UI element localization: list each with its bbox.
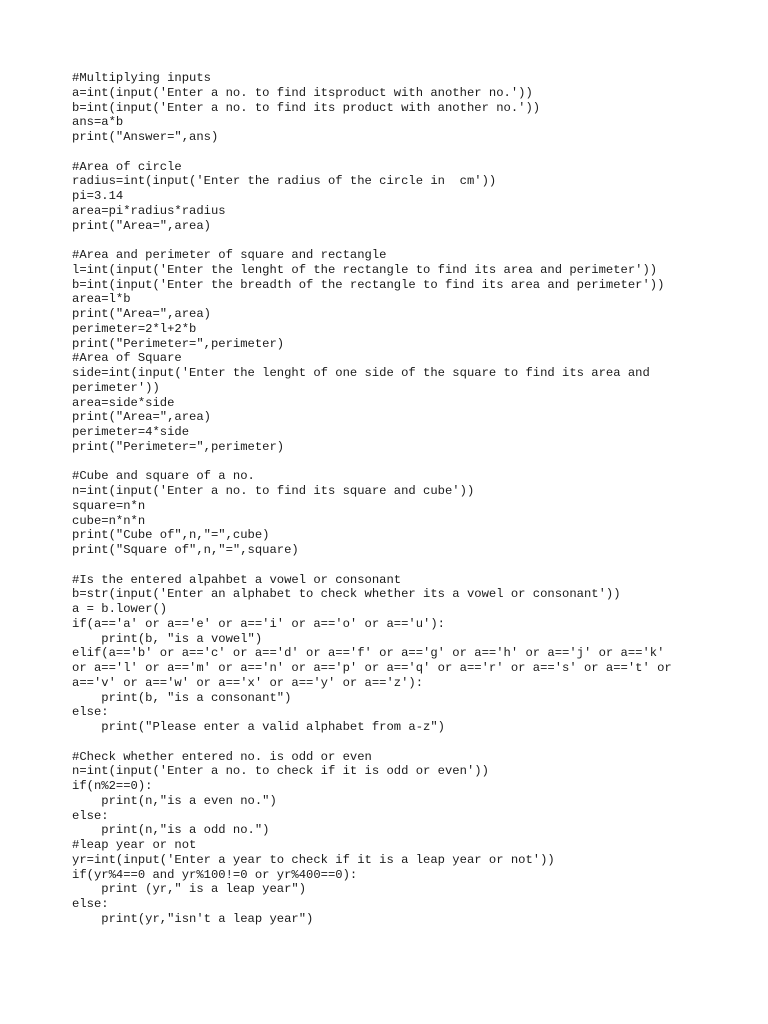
code-line: print("Perimeter=",perimeter) (72, 336, 285, 351)
code-line: square=n*n (72, 498, 146, 513)
code-line: area=l*b (72, 292, 131, 307)
code-line: print(n,"is a even no.") (72, 793, 277, 808)
code-line: if(n%2==0): (72, 779, 153, 793)
code-line: or a=='l' or a=='m' or a=='n' or a=='p' or a=='q' or a=='r' or a=='s' or a=='t' or (72, 661, 672, 675)
blank-line (72, 558, 752, 573)
code-block (72, 71, 752, 927)
code-line: #Cube and square of a no. (72, 469, 255, 484)
code-line: #Is the entered alpahbet a vowel or consonant (72, 572, 402, 587)
code-line: area=side*side (72, 395, 175, 410)
code-line: print("Answer=",ans) (72, 130, 219, 144)
code-line: print("Area=",area) (72, 218, 211, 233)
code-line: else: (72, 705, 109, 720)
code-line: print("Area=",area) (72, 410, 211, 425)
code-line: n=int(input('Enter a no. to find its square and cube')) (72, 484, 475, 498)
code-line: a = b.lower() (72, 602, 168, 616)
code-line: #Multiplying inputs (72, 71, 211, 85)
code-line: print("Square of",n,"=",square) (72, 543, 299, 557)
blank-line (72, 735, 752, 750)
code-line: #Area of Square (72, 351, 182, 366)
blank-line (72, 145, 752, 160)
code-line: a=='v' or a=='w' or a=='x' or a=='y' or a=='z'): (72, 675, 424, 690)
code-line: print(b, "is a consonant") (72, 690, 292, 705)
code-line: elif(a=='b' or a=='c' or a=='d' or a=='f' or a=='g' or a=='h' or a=='j' or a=='k' (72, 646, 665, 661)
code-line: side=int(input('Enter the lenght of one side of the square to find its area and (72, 366, 650, 380)
code-line: b=str(input('Enter an alphabet to check whether its a vowel or consonant')) (72, 587, 621, 602)
code-line: area=pi*radius*radius (72, 203, 226, 218)
blank-line (72, 233, 752, 248)
code-line: print(b, "is a vowel") (72, 631, 263, 646)
code-line: perimeter=2*l+2*b (72, 321, 197, 336)
code-line: l=int(input('Enter the lenght of the rectangle to find its area and perimeter')) (72, 262, 658, 277)
code-line: #Check whether entered no. is odd or even (72, 749, 372, 764)
code-line: if(yr%4==0 and yr%100!=0 or yr%400==0): (72, 867, 358, 882)
code-line: if(a=='a' or a=='e' or a=='i' or a=='o' or a=='u'): (72, 616, 445, 631)
code-line: a=int(input('Enter a no. to find itsproduct with another no.')) (72, 85, 533, 100)
code-line: b=int(input('Enter the breadth of the rectangle to find its area and perimeter')) (72, 277, 665, 292)
code-line: b=int(input('Enter a no. to find its product with another no.')) (72, 100, 541, 115)
code-line: radius=int(input('Enter the radius of the circle in cm')) (72, 174, 497, 189)
code-line: print("Cube of",n,"=",cube) (72, 528, 270, 543)
code-line: print("Perimeter=",perimeter) (72, 439, 285, 454)
code-line: #leap year or not (72, 838, 197, 852)
code-line: cube=n*n*n (72, 513, 146, 528)
code-line: else: (72, 808, 109, 823)
code-line: print(yr,"isn't a leap year") (72, 911, 314, 926)
code-line: pi=3.14 (72, 189, 124, 203)
code-line: perimeter=4*side (72, 425, 190, 439)
code-line: print (yr," is a leap year") (72, 882, 307, 897)
code-line: perimeter')) (72, 380, 160, 395)
code-line: yr=int(input('Enter a year to check if it is a leap year or not')) (72, 852, 555, 867)
code-line: print("Area=",area) (72, 307, 211, 321)
code-line: #Area of circle (72, 159, 182, 174)
code-line: else: (72, 897, 109, 911)
blank-line (72, 455, 752, 470)
code-line: print("Please enter a valid alphabet from a-z") (72, 720, 445, 734)
code-line: print(n,"is a odd no.") (72, 823, 270, 838)
code-line: #Area and perimeter of square and rectangle (72, 248, 387, 262)
code-line: ans=a*b (72, 115, 124, 130)
code-line: n=int(input('Enter a no. to check if it is odd or even')) (72, 764, 489, 779)
